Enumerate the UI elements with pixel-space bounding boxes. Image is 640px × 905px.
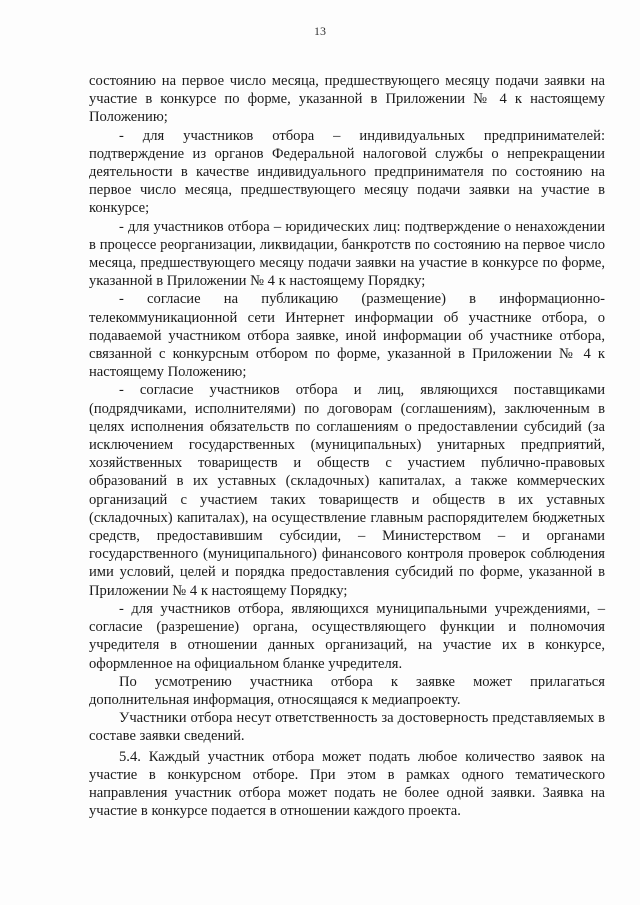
paragraph-individual-entrepreneurs: - для участников отбора – индивидуальных предпринимателей: подтверждение из органов Федеральной налоговой службы о непрекращении деятельности в качестве индивидуального предпринимателя по состоянию на первое число месяца, предшествующего месяцу подачи заявки на участие в конкурсе; xyxy=(89,127,605,217)
paragraph-publication-consent: - согласие на публикацию (размещение) в информационно-телекоммуникационной сети Интернет информации об участнике отбора, о подаваемой участником отбора заявке, иной информации об участнике отбора, связанной с конкурсным отбором по форме, указанной в Приложении № 4 к настоящему Положению; xyxy=(89,291,605,381)
paragraph-additional-info: По усмотрению участника отбора к заявке может прилагаться дополнительная информация, относящаяся к медиапроекту. xyxy=(89,673,605,708)
paragraph-clause-5-4: 5.4. Каждый участник отбора может подать любое количество заявок на участие в конкурсном отборе. При этом в рамках одного тематического направления участник отбора может подать не более одной заявки. Заявка на участие в конкурсе подается в отношении каждого проекта. xyxy=(89,748,605,820)
page-number: 13 xyxy=(314,24,326,38)
paragraph-responsibility: Участники отбора несут ответственность за достоверность представляемых в составе заявки сведений. xyxy=(89,710,605,745)
paragraph-legal-entities: - для участников отбора – юридических лиц: подтверждение о ненахождении в процессе реорганизации, ликвидации, банкротств по состоянию на первое число месяца, предшествующего месяцу подачи заявки на участие в конкурсе по форме, указанной в Приложении № 4 к настоящему Порядку; xyxy=(89,218,605,290)
paragraph-audit-consent: - согласие участников отбора и лиц, являющихся поставщиками (подрядчиками, исполнителями) по договорам (соглашениям), заключенным в целях исполнения обязательств по соглашениям о предоставлении субсидий (за исключением государственных (муниципальных) унитарных предприятий, хозяйственных товариществ и обществ с участием публично-правовых образований в их уставных (складочных) капиталах, а также коммерческих организаций с участием таких товариществ и обществ в их уставных (складочных) капиталах), на осуществление главным распорядителем бюджетных средств, предоставившим субсидии, – Министерством – и органами государственного (муниципального) финансового контроля проверок соблюдения ими условий, целей и порядка предоставления субсидий по форме, указанной в Приложении № 4 к настоящему Порядку; xyxy=(89,382,605,599)
document-body xyxy=(89,72,605,820)
paragraph-continuation: состоянию на первое число месяца, предшествующего месяцу подачи заявки на участие в конкурсе по форме, указанной в Приложении № 4 к настоящему Положению; xyxy=(89,73,605,126)
paragraph-municipal-institutions: - для участников отбора, являющихся муниципальными учреждениями, – согласие (разрешение) органа, осуществляющего функции и полномочия учредителя в отношении данных организаций, на участие их в конкурсе, оформленное на официальном бланке учредителя. xyxy=(89,600,605,672)
